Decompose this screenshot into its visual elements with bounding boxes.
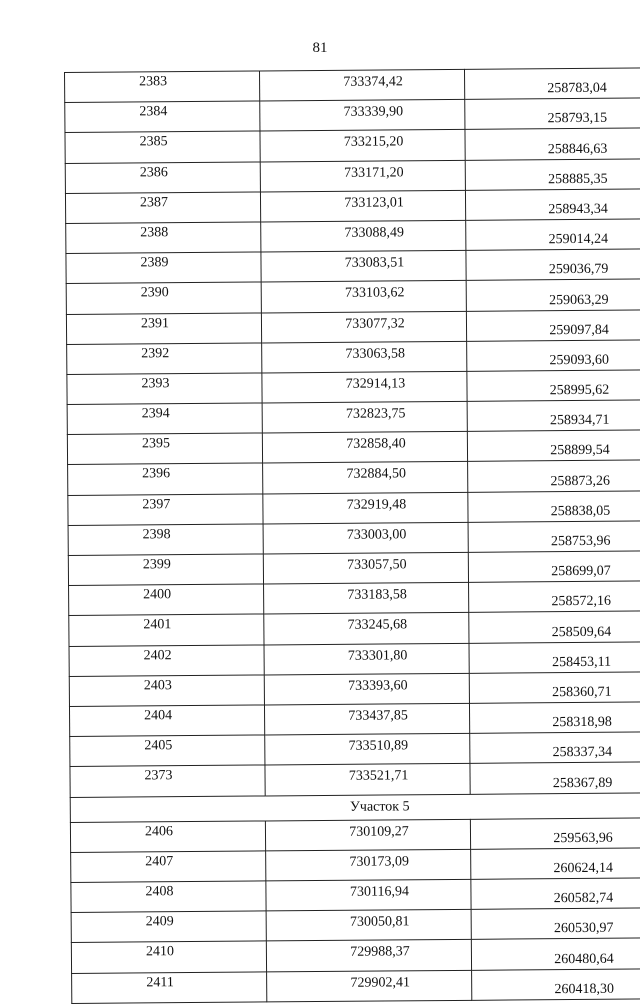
x-coordinate-cell: 733437,85 [264,703,469,735]
table-row [69,611,640,646]
point-number-cell: 2385 [65,131,260,163]
section-title: Участок 5 [70,792,640,822]
point-number-cell: 2403 [69,675,264,707]
x-coordinate-cell: 733301,80 [264,643,469,675]
y-coordinate-cell: 259097,84 [466,309,640,341]
x-coordinate-cell: 733183,58 [264,583,469,615]
x-coordinate-cell: 733088,49 [261,220,466,252]
y-coordinate-cell: 259093,60 [467,339,640,371]
table-row [71,938,640,973]
point-number-cell: 2411 [72,972,267,1004]
y-coordinate-cell: 258838,05 [468,490,640,522]
point-number-cell: 2384 [65,101,260,133]
point-number-cell: 2395 [67,433,262,465]
point-number-cell: 2406 [70,821,265,853]
y-coordinate-cell: 258873,26 [468,460,640,492]
x-coordinate-cell: 733215,20 [260,130,465,162]
point-number-cell: 2398 [68,524,263,556]
table-row [72,968,640,1003]
y-coordinate-cell: 260530,97 [471,908,640,940]
x-coordinate-cell: 732858,40 [262,432,467,464]
table-row [67,339,640,374]
y-coordinate-cell: 258367,89 [470,762,640,794]
x-coordinate-cell: 730050,81 [266,910,471,942]
point-number-cell: 2404 [69,705,264,737]
x-coordinate-cell: 730173,09 [266,849,471,881]
table-row [68,490,640,525]
table-row [65,158,640,193]
point-number-cell: 2393 [67,373,262,405]
point-number-cell: 2392 [67,343,262,375]
y-coordinate-cell: 259563,96 [470,817,640,849]
y-coordinate-cell: 258899,54 [467,430,640,462]
table-row [69,702,640,737]
x-coordinate-cell: 732914,13 [262,371,467,403]
y-coordinate-cell: 258453,11 [469,641,640,673]
point-number-cell: 2410 [71,941,266,973]
y-coordinate-cell: 258934,71 [467,400,640,432]
point-number-cell: 2391 [66,312,261,344]
point-number-cell: 2408 [71,881,266,913]
table-row [65,98,640,133]
point-number-cell: 2400 [69,584,264,616]
x-coordinate-cell: 733339,90 [260,100,465,132]
table-row [65,188,640,223]
table-row [71,908,640,943]
table-row [68,551,640,586]
y-coordinate-cell: 260418,30 [472,968,640,1000]
y-coordinate-cell: 259014,24 [466,219,640,251]
x-coordinate-cell: 732919,48 [263,492,468,524]
point-number-cell: 2373 [70,765,265,797]
y-coordinate-cell: 258995,62 [467,370,640,402]
x-coordinate-cell: 732884,50 [263,462,468,494]
table-row [70,762,640,797]
table-row [71,848,640,883]
y-coordinate-cell: 258318,98 [469,702,640,734]
table-row [69,641,640,676]
x-coordinate-cell: 730116,94 [266,879,471,911]
point-number-cell: 2402 [69,645,264,677]
y-coordinate-cell: 260624,14 [471,848,640,880]
y-coordinate-cell: 258783,04 [464,68,640,100]
x-coordinate-cell: 733521,71 [265,764,470,796]
y-coordinate-cell: 258360,71 [469,671,640,703]
x-coordinate-cell: 732823,75 [262,401,467,433]
y-coordinate-cell: 258753,96 [468,521,640,553]
x-coordinate-cell: 733057,50 [263,552,468,584]
table-row [66,219,640,254]
x-coordinate-cell: 733103,62 [261,281,466,313]
table-row [68,460,640,495]
point-number-cell: 2387 [65,192,260,224]
table-row [69,671,640,706]
x-coordinate-cell: 730109,27 [265,819,470,851]
y-coordinate-cell: 258509,64 [469,611,640,643]
table-row [71,878,640,913]
table-row [66,309,640,344]
table-row [67,370,640,405]
point-number-cell: 2386 [65,162,260,194]
y-coordinate-cell: 258846,63 [465,128,640,160]
point-number-cell: 2405 [70,735,265,767]
coordinates-table-container [64,68,613,1004]
table-row [67,430,640,465]
coordinates-table [64,67,640,1004]
point-number-cell: 2399 [68,554,263,586]
x-coordinate-cell: 733083,51 [261,250,466,282]
table-row [67,400,640,435]
x-coordinate-cell: 733063,58 [262,341,467,373]
x-coordinate-cell: 733245,68 [264,613,469,645]
point-number-cell: 2397 [68,494,263,526]
table-row [65,128,640,163]
x-coordinate-cell: 729902,41 [267,970,472,1002]
point-number-cell: 2396 [68,463,263,495]
y-coordinate-cell: 258793,15 [465,98,640,130]
y-coordinate-cell: 258699,07 [468,551,640,583]
point-number-cell: 2409 [71,911,266,943]
y-coordinate-cell: 258943,34 [465,188,640,220]
x-coordinate-cell: 733123,01 [260,190,465,222]
y-coordinate-cell: 260582,74 [471,878,640,910]
table-row [68,521,640,556]
y-coordinate-cell: 258572,16 [469,581,640,613]
table-row [66,279,640,314]
table-row [70,732,640,767]
table-row [69,581,640,616]
point-number-cell: 2401 [69,614,264,646]
table-row [70,817,640,852]
point-number-cell: 2394 [67,403,262,435]
page-number: 81 [312,40,328,56]
y-coordinate-cell: 260480,64 [471,938,640,970]
point-number-cell: 2389 [66,252,261,284]
y-coordinate-cell: 259063,29 [466,279,640,311]
table-row [65,68,640,103]
point-number-cell: 2388 [66,222,261,254]
x-coordinate-cell: 733393,60 [264,673,469,705]
point-number-cell: 2407 [71,851,266,883]
x-coordinate-cell: 733510,89 [265,733,470,765]
x-coordinate-cell: 733171,20 [260,160,465,192]
point-number-cell: 2383 [65,71,260,103]
x-coordinate-cell: 733077,32 [261,311,466,343]
y-coordinate-cell: 258337,34 [470,732,640,764]
x-coordinate-cell: 733374,42 [259,69,464,101]
y-coordinate-cell: 259036,79 [466,249,640,281]
x-coordinate-cell: 733003,00 [263,522,468,554]
point-number-cell: 2390 [66,282,261,314]
y-coordinate-cell: 258885,35 [465,158,640,190]
table-row [66,249,640,284]
x-coordinate-cell: 729988,37 [266,940,471,972]
